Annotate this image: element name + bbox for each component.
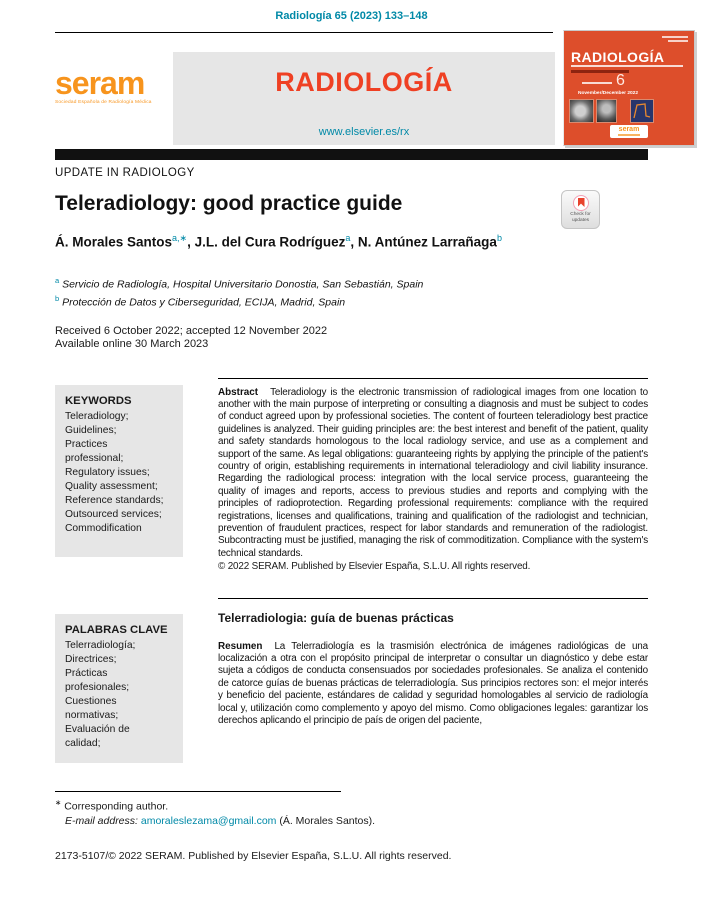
cover-mri-image-2 [596,99,617,123]
cover-subtitle-line [571,65,683,67]
abstract-copyright: © 2022 SERAM. Published by Elsevier España, S.L.U. All rights reserved. [218,561,531,573]
cover-chart-image [630,99,654,123]
cover-title: RADIOLOGÍA [571,49,665,65]
footnote-rule [55,791,341,792]
cover-issue-date: November/December 2022 [578,91,638,96]
abstract-label: Abstract [218,386,259,398]
palabra-clave: calidad; [65,737,101,749]
abstract-paragraph: Abstract Teleradiology is the electronic transmission of radiological images from one location to another with the main purpose of interpreting or consulting a diagnosis and must be subject to codes of conduct agreed upon by professional societies. The content of fourteen teleradiology best practice guidelines is analyzed. Their guiding principles are: the best interest and benefit of the patient, quality and safety standards homologous to the local radiology service, and use as a complement and support of the same. As legal obligations: guaranteeing rights by applying the principle of the patient's country of origin, establishing requirements in international teleradiology and civil liability insurance. Regarding the radiological process: integration with the local service process, guaranteeing the quality of images and reports, access to previous studies and reports and complying with the principles of radioprotection. Regarding professional requirements: compliance with the required registrations, licenses and qualifications, training and qualification of the radiologist and technician, prevention of fraudulent practices, respect for labor standards and remuneration of the radiologist. Subcontracting must be justified, managing the risk of commoditization. Compliance with the system's technical standards. [218,386,648,559]
affiliation-b: $^b$ Protección de Datos y Ciberseguridad, ECIJA, Madrid, Spain [55,293,346,308]
keyword: Reference standards; [65,494,164,506]
article-title: Teleradiology: good practice guide [55,192,403,215]
palabra-clave: Telerradiología; [65,639,136,651]
palabra-clave: normativas; [65,709,119,721]
palabra-clave: Directrices; [65,653,117,665]
journal-banner [173,52,555,145]
article [55,162,648,862]
corresponding-author-note: ∗ Corresponding author. [55,797,169,813]
received-date: Received 6 October 2022; accepted 12 November 2022 [55,324,328,337]
keyword: Guidelines; [65,424,117,436]
palabra-clave: Cuestiones [65,695,117,707]
spanish-title: Telerradiologia: guía de buenas prácticas [218,610,454,625]
keyword: Outsourced services; [65,508,162,520]
crossmark-icon [573,195,589,211]
section-label: UPDATE IN RADIOLOGY [55,167,195,179]
abstract-section [55,378,648,574]
author-affiliation-mark: b [496,233,502,243]
resumen-column [218,598,648,763]
keyword: Commodification [65,522,142,534]
email-line [65,814,648,829]
header-black-bar [55,149,648,160]
keyword: Practices [65,438,108,450]
resumen-paragraph: Resumen La Telerradiología es la trasmisión electrónica de imágenes radiológicas de una localización a otra con el propósito principal de interpretar o consultar un diagnóstico y debe estar sujeta a códigos de conducta consensuados por sociedades profesionales. Se analiza el contenido de catorce guías de buenas prácticas de telerradiología. Sus principios rectores son: el mejor interés y beneficio del paciente, estándares de calidad y seguridad homologables al servicio de radiología local y, utilización como complemento y apoyo del mismo. Como obligaciones legales: garantizar los derechos aplicando el principio de país de origen del paciente, [218,640,648,727]
palabra-clave: Prácticas [65,667,108,679]
keyword: Teleradiology; [65,410,129,422]
cover-mri-image-1 [569,99,594,123]
keyword: Regulatory issues; [65,466,150,478]
palabras-clave-box [55,614,183,763]
author-list: Á. Morales Santos$^{a,∗}$, J.L. del Cura Rodríguez$^a$, N. Antúnez Larrañaga$^b$ [55,233,502,250]
email-label: E-mail address: [65,814,138,827]
check-for-updates-badge[interactable] [561,190,600,229]
seram-brand-text: seram [55,65,145,101]
issn-copyright-line: 2173-5107/© 2022 SERAM. Published by Elsevier España, S.L.U. All rights reserved. [55,850,452,863]
keywords-heading: KEYWORDS [65,394,132,407]
resumen-label: Resumen [218,640,263,652]
cover-volume-row [582,74,625,88]
journal-banner-title: RADIOLOGÍA [275,67,453,97]
email-link[interactable]: amoraleslezama@gmail.com [140,814,277,827]
author-affiliation-mark: a,∗ [172,233,188,243]
affiliation-a: $^a$ Servicio de Radiología, Hospital Universitario Donostia, San Sebastián, Spain [55,275,424,290]
badge-label: Check for updates [570,212,591,223]
palabra-clave: profesionales; [65,681,130,693]
seram-logo [55,65,170,105]
header-rule [55,32,553,33]
article-dates [55,325,648,352]
email-suffix: (Á. Morales Santos). [276,814,376,827]
affiliations [55,274,648,310]
seram-tagline: Sociedad Española de Radiología Médica [55,100,152,105]
cover-seram-box [610,125,648,138]
cover-seram-brand: seram [618,126,640,133]
footnote [55,791,648,829]
cover-images [569,99,691,123]
author: Á. Morales Santos [55,234,173,250]
author: J.L. del Cura Rodríguez [194,234,346,250]
palabra-clave: Evaluación de [65,723,130,735]
author-affiliation-mark: a [345,233,351,243]
keyword: Quality assessment; [65,480,158,492]
cover-issn-lines [662,36,688,44]
keywords-box [55,385,183,557]
keyword: professional; [65,452,124,464]
journal-cover-thumbnail[interactable] [563,30,695,146]
palabras-clave-heading: PALABRAS CLAVE [65,623,168,636]
journal-url-link[interactable]: www.elsevier.es/rx [318,126,410,138]
cover-issue-number: 6 [616,72,625,89]
available-online-date: Available online 30 March 2023 [55,338,209,350]
resumen-section [55,598,648,763]
author: N. Antúnez Larrañaga [357,234,497,250]
journal-citation: Radiología 65 (2023) 133–148 [275,10,428,22]
abstract-column [218,378,648,574]
